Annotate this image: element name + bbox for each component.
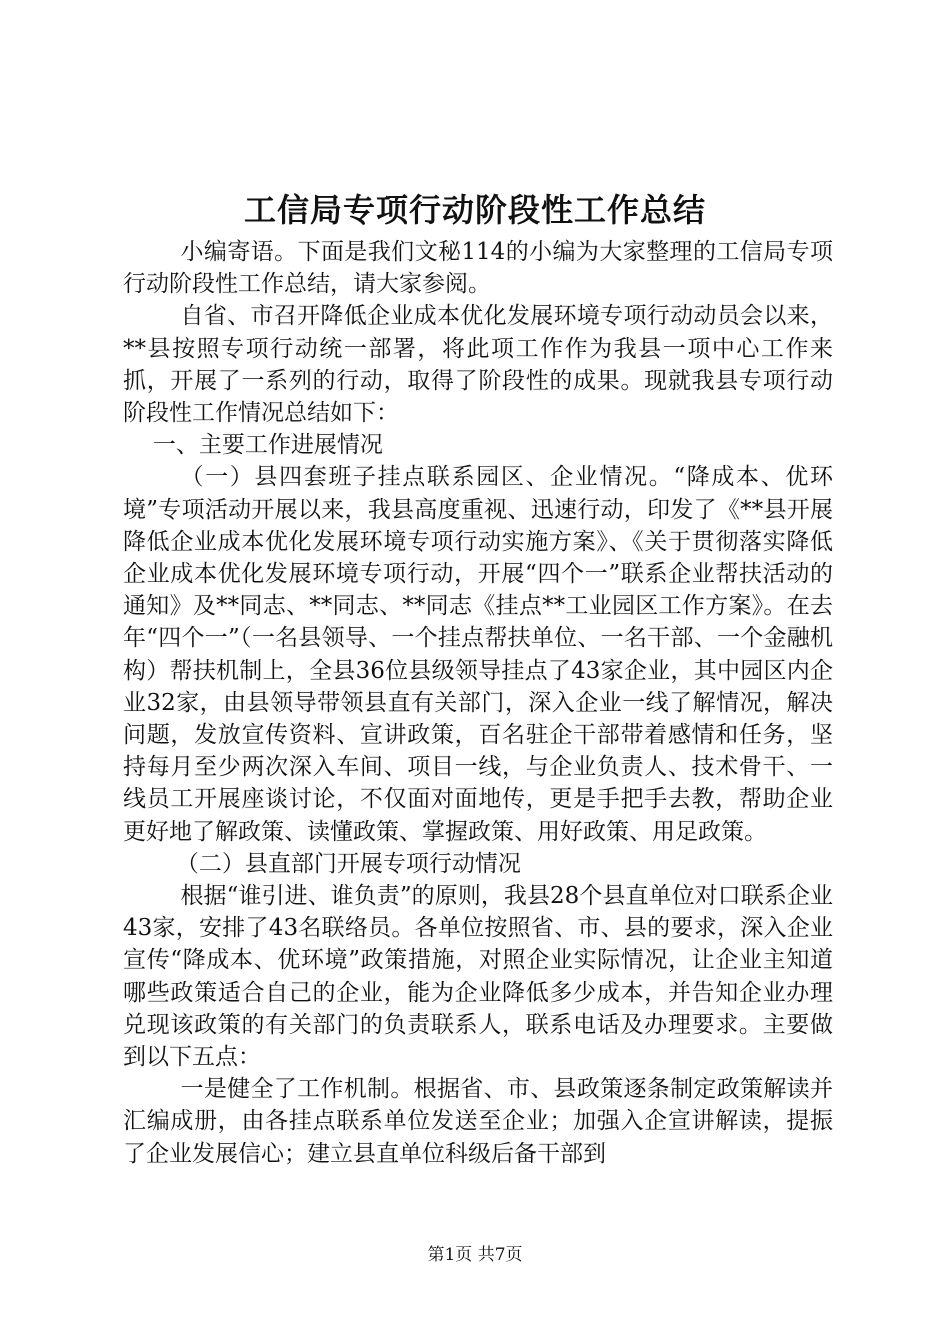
paragraph-subsection-2: 根据“谁引进、谁负责”的原则，我县28个县直单位对口联系企业43家，安排了43名联络员。各单位按照省、市、县的要求，深入企业宣传“降成本、优环境”政策措施，对照企业实际情况，让企业主知道哪些政策适合自己的企业，能为企业降低多少成本，并告知企业办理兑现该政策的有关部门的负责联系人，联系电话及办理要求。主要做到以下五点： bbox=[123, 883, 833, 1071]
page-footer: 第1页 共7页 bbox=[427, 1245, 523, 1265]
paragraph-subsection-1: （一）县四套班子挂点联系园区、企业情况。“降成本、优环境”专项活动开展以来，我县高度重视、迅速行动，印发了《**县开展降低企业成本优化发展环境专项行动实施方案》、《关于贯彻落实降低企业成本优化发展环境专项行动，开展“四个一”联系企业帮扶活动的通知》及**同志、**同志、**同志《挂点**工业园区工作方案》。在去年“四个一”（一名县领导、一个挂点帮扶单位、一名干部、一个金融机构）帮扶机制上，全县36位县级领导挂点了43家企业，其中园区内企业32家，由县领导带领县直有关部门，深入企业一线了解情况，解决问题，发放宣传资料、宣讲政策，百名驻企干部带着感情和任务，坚持每月至少两次深入车间、项目一线，与企业负责人、技术骨干、一线员工开展座谈讨论，不仅面对面地传，更是手把手去教，帮助企业更好地了解政策、读懂政策、掌握政策、用好政策、用足政策。 bbox=[123, 464, 833, 845]
section-heading-1: 一、主要工作进展情况 bbox=[152, 432, 383, 459]
paragraph-point-1: 一是健全了工作机制。根据省、市、县政策逐条制定政策解读并汇编成册，由各挂点联系单位发送至企业；加强入企宣讲解读，提振了企业发展信心；建立县直单位科级后备干部到 bbox=[123, 1076, 833, 1167]
document-body bbox=[123, 236, 833, 1170]
document-title: 工信局专项行动阶段性工作总结 bbox=[243, 191, 706, 229]
paragraph-intro: 小编寄语。下面是我们文秘114的小编为大家整理的工信局专项行动阶段性工作总结，请大家参阅。 bbox=[123, 239, 833, 298]
subsection-heading-2: （二）县直部门开展专项行动情况 bbox=[175, 850, 521, 877]
paragraph-opening: 自省、市召开降低企业成本优化发展环境专项行动动员会以来，**县按照专项行动统一部署，将此项工作作为我县一项中心工作来抓，开展了一系列的行动，取得了阶段性的成果。现就我县专项行动阶段性工作情况总结如下： bbox=[123, 303, 833, 427]
